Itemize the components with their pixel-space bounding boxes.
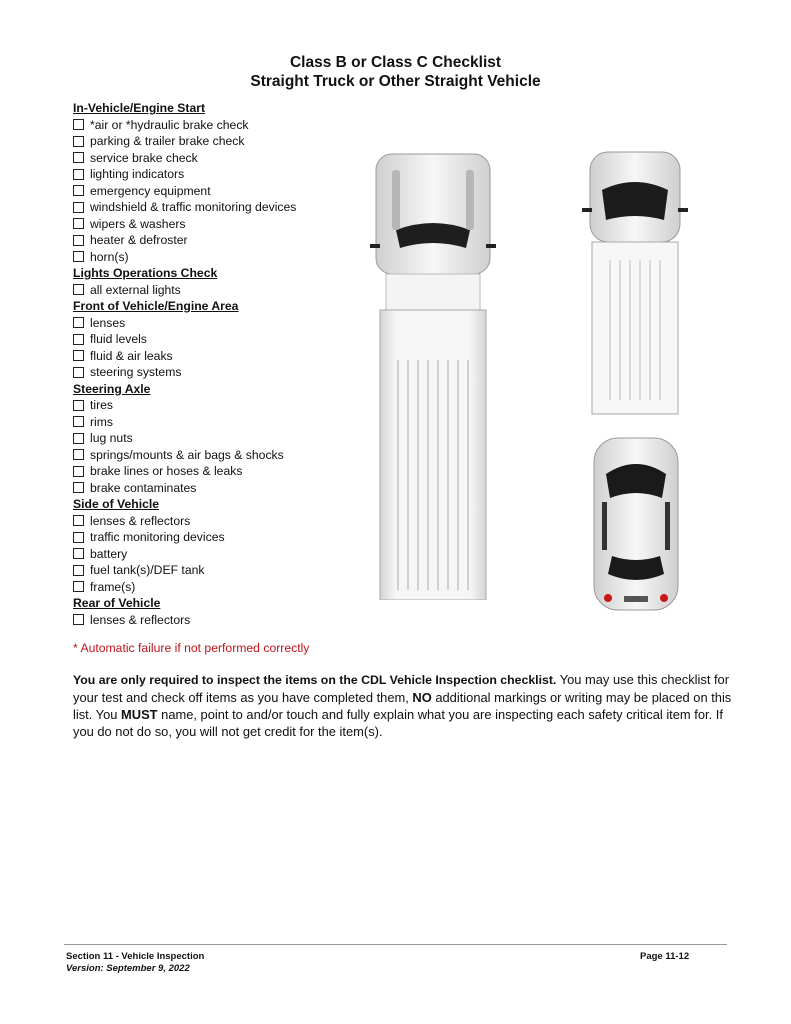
instructions-no: NO xyxy=(412,690,432,705)
checklist-item-label: heater & defroster xyxy=(90,233,188,247)
footer-section: Section 11 - Vehicle Inspection xyxy=(66,951,205,962)
checklist-item xyxy=(73,199,373,216)
checkbox[interactable] xyxy=(73,416,84,427)
checkbox[interactable] xyxy=(73,482,84,493)
checklist-item xyxy=(73,430,373,447)
section-heading: Rear of Vehicle xyxy=(73,596,161,610)
checkbox[interactable] xyxy=(73,202,84,213)
checklist-item xyxy=(73,166,373,183)
checklist-item xyxy=(73,364,373,381)
checklist-item-label: lenses & reflectors xyxy=(90,612,191,627)
checklist-item-label: rims xyxy=(90,414,114,429)
section-heading: Front of Vehicle/Engine Area xyxy=(73,299,239,313)
checklist-item xyxy=(73,447,373,464)
car-illustration xyxy=(588,436,684,612)
checkbox[interactable] xyxy=(73,515,84,526)
checklist-item xyxy=(73,579,373,596)
instructions-lead: You are only required to inspect the items on the CDL Vehicle Inspection checklist. xyxy=(73,673,557,687)
checklist-item xyxy=(73,414,373,431)
checklist-item-label: springs/mounts & air bags & shocks xyxy=(90,447,284,462)
checklist-item-label: tires xyxy=(90,398,114,412)
checklist-item-label: lenses & reflectors xyxy=(90,513,191,528)
checklist-item xyxy=(73,480,373,497)
checkbox[interactable] xyxy=(73,350,84,361)
checklist-item xyxy=(73,216,373,233)
checklist-item xyxy=(73,331,373,348)
checklist-item-label: windshield & traffic monitoring devices xyxy=(90,200,297,214)
checkbox[interactable] xyxy=(73,235,84,246)
checklist-item xyxy=(73,513,373,530)
checklist-item-label: lighting indicators xyxy=(90,167,185,181)
checklist-item-label: steering systems xyxy=(90,365,182,379)
section-heading: Steering Axle xyxy=(73,381,151,396)
checklist-item-label: all external lights xyxy=(90,282,181,297)
instructions-paragraph xyxy=(73,671,733,740)
section-heading: Lights Operations Check xyxy=(73,266,218,280)
checklist-item-label: fluid & air leaks xyxy=(90,348,173,363)
checkbox[interactable] xyxy=(73,136,84,147)
inspection-checklist xyxy=(73,100,373,628)
checklist-item xyxy=(73,463,373,480)
section-heading: Side of Vehicle xyxy=(73,497,160,511)
checkbox[interactable] xyxy=(73,169,84,180)
checklist-item xyxy=(73,150,373,167)
checklist-item xyxy=(73,183,373,200)
checkbox[interactable] xyxy=(73,433,84,444)
checklist-item-label: wipers & washers xyxy=(90,216,186,231)
footer-page-number: Page 11-12 xyxy=(640,951,690,962)
checklist-item-label: battery xyxy=(90,546,128,561)
checklist-item-label: emergency equipment xyxy=(90,183,211,198)
footer-version: Version: September 9, 2022 xyxy=(66,963,190,974)
footer-divider xyxy=(64,944,727,945)
checklist-item xyxy=(73,529,373,546)
checkbox[interactable] xyxy=(73,185,84,196)
checklist-item xyxy=(73,232,373,249)
checklist-item xyxy=(73,612,373,629)
checklist-item xyxy=(73,249,373,266)
checklist-item-label: *air or *hydraulic brake check xyxy=(90,117,249,132)
instructions-text-1: You may use this checklist for your test and check off items as you have completed them, xyxy=(73,672,730,705)
checklist-item-label: brake lines or hoses & leaks xyxy=(90,464,243,478)
checklist-item-label: lug nuts xyxy=(90,431,133,445)
instructions-must: MUST xyxy=(121,707,158,722)
checklist-item-label: brake contaminates xyxy=(90,480,197,495)
pickup-truck-illustration xyxy=(580,150,690,420)
checklist-item xyxy=(73,348,373,365)
title-line-1: Class B or Class C Checklist xyxy=(289,54,502,71)
checklist-item xyxy=(73,315,373,332)
checkbox[interactable] xyxy=(73,334,84,345)
checkbox[interactable] xyxy=(73,317,84,328)
checklist-item-label: parking & trailer brake check xyxy=(90,134,245,148)
checkbox[interactable] xyxy=(73,565,84,576)
instructions-text-2: additional markings or writing may be placed on this list. You xyxy=(73,690,732,722)
checklist-item-label: fuel tank(s)/DEF tank xyxy=(90,563,205,577)
checkbox[interactable] xyxy=(73,400,84,411)
checkbox[interactable] xyxy=(73,449,84,460)
box-truck-illustration xyxy=(368,150,498,600)
checkbox[interactable] xyxy=(73,218,84,229)
checklist-item-label: traffic monitoring devices xyxy=(90,530,225,544)
checklist-item-label: horn(s) xyxy=(90,249,129,264)
section-heading: In-Vehicle/Engine Start xyxy=(73,101,206,115)
checklist-item xyxy=(73,546,373,563)
checklist-item xyxy=(73,117,373,134)
automatic-failure-note: * Automatic failure if not performed correctly xyxy=(73,641,310,655)
checkbox[interactable] xyxy=(73,532,84,543)
checkbox[interactable] xyxy=(73,251,84,262)
checklist-item xyxy=(73,133,373,150)
checkbox[interactable] xyxy=(73,466,84,477)
title-line-2: Straight Truck or Other Straight Vehicle xyxy=(250,73,541,90)
checklist-item xyxy=(73,562,373,579)
checklist-item-label: lenses xyxy=(90,315,126,330)
checkbox[interactable] xyxy=(73,152,84,163)
checkbox[interactable] xyxy=(73,367,84,378)
checkbox[interactable] xyxy=(73,614,84,625)
checklist-item xyxy=(73,282,373,299)
checklist-item-label: service brake check xyxy=(90,150,198,165)
checklist-item-label: frame(s) xyxy=(90,579,136,594)
checklist-item xyxy=(73,397,373,414)
checkbox[interactable] xyxy=(73,581,84,592)
footer-left xyxy=(66,951,204,975)
checklist-item-label: fluid levels xyxy=(90,332,147,346)
instructions-text-3: name, point to and/or touch and fully explain what you are inspecting each safety critical item for. If you do not do so, you will not get credit for the item(s). xyxy=(73,707,723,739)
checkbox[interactable] xyxy=(73,284,84,295)
checkbox[interactable] xyxy=(73,119,84,130)
checkbox[interactable] xyxy=(73,548,84,559)
